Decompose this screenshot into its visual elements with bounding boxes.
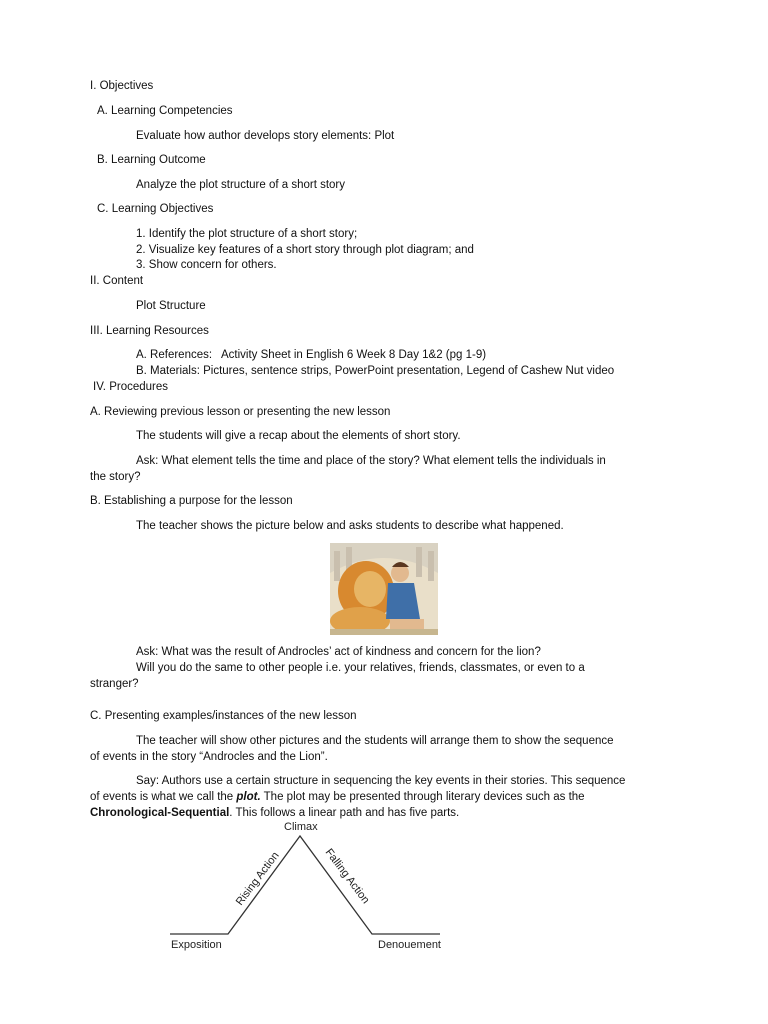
say-text: . This follows a linear path and has five parts.	[229, 807, 460, 819]
heading-learning-outcome: B. Learning Outcome	[97, 154, 206, 166]
plot-line	[170, 836, 440, 934]
heading-learning-resources: III. Learning Resources	[90, 325, 209, 337]
procedure-b-question: Will you do the same to other people i.e. your relatives, friends, classmates, or even to a	[136, 662, 585, 674]
procedure-b-ask: Ask: What was the result of Androcles’ act of kindness and concern for the lion?	[136, 646, 541, 658]
procedure-c-text: The teacher will show other pictures and the students will arrange them to show the sequence	[136, 735, 614, 747]
procedure-a-title: A. Reviewing previous lesson or presenting the new lesson	[90, 406, 391, 418]
label-climax: Climax	[284, 821, 318, 833]
procedure-a-ask-cont: the story?	[90, 471, 141, 483]
procedure-b-title: B. Establishing a purpose for the lesson	[90, 495, 293, 507]
heading-objectives: I. Objectives	[90, 80, 154, 92]
procedure-b-question-cont: stranger?	[90, 678, 139, 690]
heading-content: II. Content	[90, 275, 144, 287]
say-text: The plot may be presented through literary devices such as the	[260, 791, 585, 803]
objective-item: 3. Show concern for others.	[136, 259, 277, 271]
materials-text: B. Materials: Pictures, sentence strips, PowerPoint presentation, Legend of Cashew Nut video	[136, 365, 615, 377]
plot-term: plot.	[236, 791, 261, 803]
label-denouement: Denouement	[378, 939, 441, 951]
label-falling-action: Falling Action	[322, 846, 372, 907]
references-text: A. References: Activity Sheet in English 6 Week 8 Day 1&2 (pg 1-9)	[136, 349, 487, 361]
say-text: of events is what we call the	[90, 791, 237, 803]
procedure-a-ask: Ask: What element tells the time and place of the story? What element tells the individuals in	[136, 455, 606, 467]
procedure-b-text: The teacher shows the picture below and asks students to describe what happened.	[136, 520, 564, 532]
label-exposition: Exposition	[171, 939, 222, 951]
say-paragraph-line2	[90, 790, 585, 804]
say-paragraph-line1: Say: Authors use a certain structure in sequencing the key events in their stories. This sequence	[136, 775, 626, 787]
procedure-c-text-cont: of events in the story “Androcles and the Lion”.	[90, 751, 328, 763]
plot-diagram	[170, 818, 450, 958]
heading-learning-competencies: A. Learning Competencies	[97, 105, 233, 117]
heading-procedures: IV. Procedures	[93, 381, 169, 393]
content-text: Plot Structure	[136, 300, 206, 312]
objective-item: 2. Visualize key features of a short story through plot diagram; and	[136, 244, 474, 256]
outcome-text: Analyze the plot structure of a short story	[136, 179, 346, 191]
chronological-term: Chronological-Sequential	[90, 807, 230, 819]
heading-learning-objectives: C. Learning Objectives	[97, 203, 214, 215]
competency-text: Evaluate how author develops story elements: Plot	[136, 130, 395, 142]
objective-item: 1. Identify the plot structure of a short story;	[136, 228, 358, 240]
procedure-c-title: C. Presenting examples/instances of the new lesson	[90, 710, 357, 722]
label-rising-action: Rising Action	[233, 849, 282, 908]
androcles-lion-illustration	[330, 543, 438, 635]
procedure-a-text: The students will give a recap about the elements of short story.	[136, 430, 461, 442]
